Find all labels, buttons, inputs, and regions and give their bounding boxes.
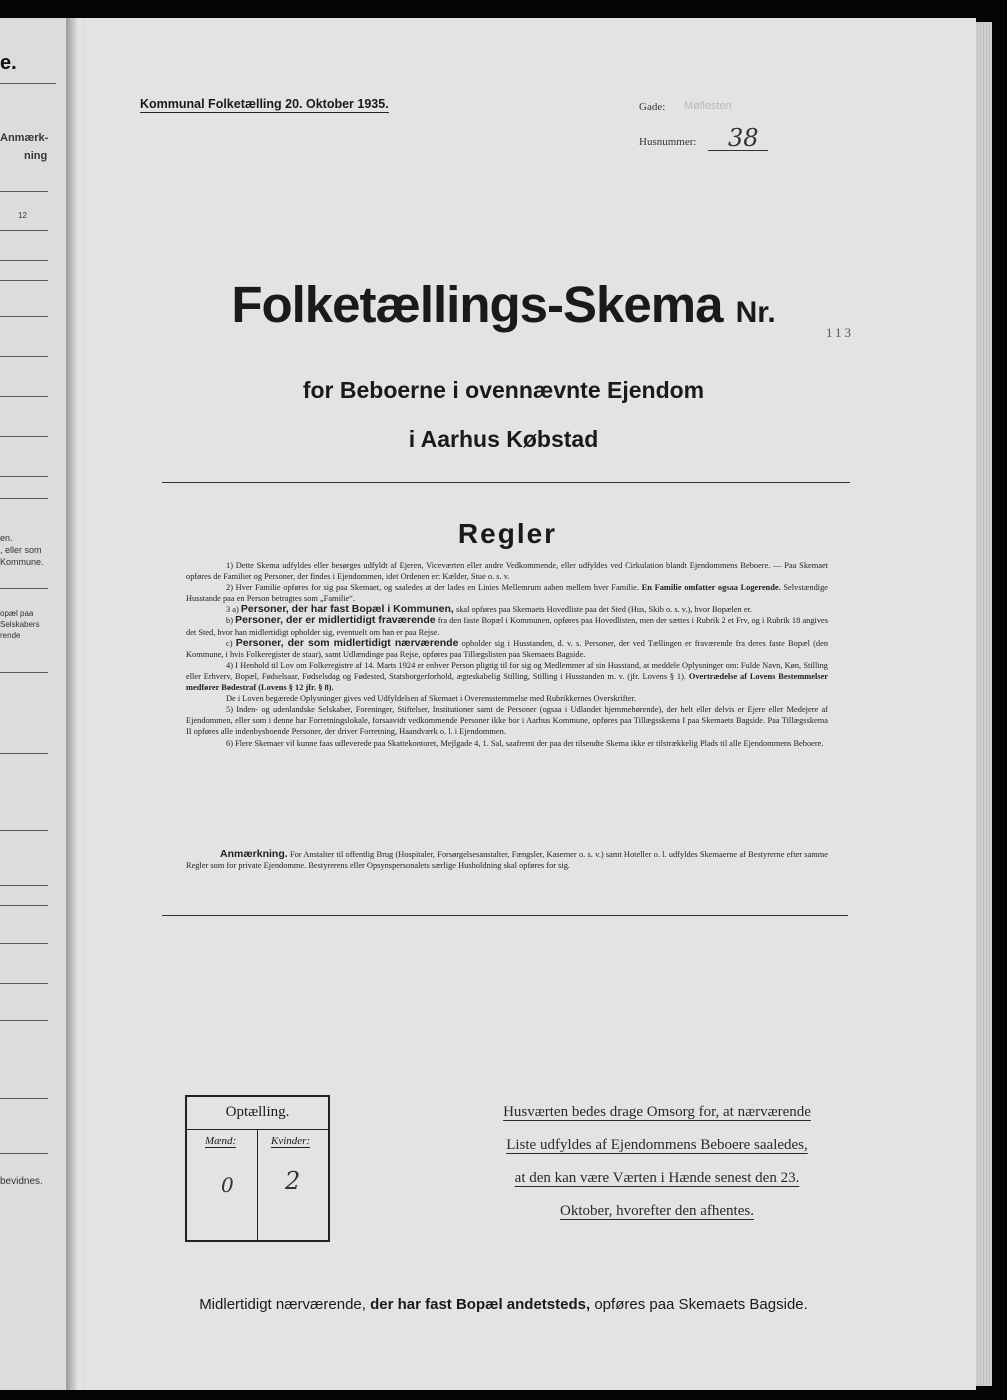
footer-part-2: der har fast Bopæl andetsteds, <box>370 1296 591 1313</box>
left-page-fragment-2a: opæl paa <box>0 609 34 618</box>
left-page-rule <box>0 905 48 906</box>
left-page-fragment-2b: Selskabers <box>0 620 40 629</box>
rule-6: 6) Flere Skemaer vil kunne faas udleverede paa Skattekontoret, Mejlgade 4, 1. Sal, saafremt der paa det tilsendte Skema ikke er tilstrækkelig Plads til alle Ejendommens Beboere. <box>226 738 824 748</box>
maend-label: Mænd: <box>205 1135 237 1147</box>
rule-4-note: De i Loven begærede Oplysninger gives ved Udfyldelsen af Skemaet i Overensstemmelse med Rubrikkernes Overskrifter. <box>226 694 637 704</box>
left-page-rule <box>0 83 56 84</box>
left-page-rule <box>0 260 48 261</box>
left-page-fragment-1b: , eller som <box>0 545 42 555</box>
left-page-column-number: 12 <box>18 211 27 220</box>
rule-3c: c) Personer, der som midlertidigt nærværende opholder sig i Husstanden, d. v. s. Personer, der ved Tællingen er fraværende fra deres faste Bopæl (den Kommune, i hvis Folkeregister de staar), samt Udlændinge paa Rejse, opføres paa Tillægslisten paa Skemaets Bagside. <box>186 636 829 659</box>
optaelling-box <box>185 1095 330 1242</box>
anmaerkning-heading: Anmærkning. <box>220 848 288 860</box>
left-page-rule <box>0 943 48 944</box>
anmaerkning-text: For Anstalter til offentlig Brug (Hospitaler, Forsørgelsesanstalter, Fængsler, Kaserner o. s. v.) samt Hoteller o. l. udfyldes Skemaerne af Bestyrerne efter samme Regler som for private Ejendomme. Bestyrerens eller Opsynspersonalets særlige Husholdning skal opføres for sig. <box>186 850 828 871</box>
left-page-rule <box>0 1153 48 1154</box>
left-page-rule <box>0 672 48 673</box>
notice-line-2: Liste udfyldes af Ejendommens Beboere saaledes, <box>506 1137 808 1153</box>
landlord-notice <box>488 1096 826 1228</box>
kvinder-label: Kvinder: <box>271 1135 311 1147</box>
separator-bottom <box>162 915 848 916</box>
left-page-rule <box>0 885 48 886</box>
left-page-rule <box>0 983 48 984</box>
left-page-rule <box>0 498 48 499</box>
form-subtitle-2: i Aarhus Købstad <box>408 426 599 452</box>
rules-text <box>186 560 828 749</box>
form-number-label: Nr. <box>735 296 776 329</box>
left-page-rule <box>0 753 48 754</box>
form-title-main: Folketællings-Skema <box>231 276 723 333</box>
rules-heading: Regler <box>457 518 558 549</box>
kvinder-count: 2 <box>285 1167 301 1195</box>
optaelling-title: Optælling. <box>187 1097 328 1130</box>
gade-label: Gade: <box>639 101 666 113</box>
footer-note <box>0 1296 1007 1313</box>
left-page-rule <box>0 230 48 231</box>
left-page-rule <box>0 1020 48 1021</box>
left-page-rule <box>0 830 48 831</box>
left-page-fragment-3: bevidnes. <box>0 1176 43 1187</box>
left-page-anm-line2: ning <box>24 150 48 162</box>
left-page-rule <box>0 191 48 192</box>
left-page-fragment-2c: rende <box>0 631 21 640</box>
rule-1: 1) Dette Skema udfyldes eller besørges udfyldt af Ejeren, Viceværten eller andre Vedkommende, eller udfyldes ved Cirkulation blandt Ejendommens Beboere. — Paa Skemaet opføres de Familier og Personer, der findes i Ejendommen, idet Ordenen er: Kælder, Stue o. s. v. <box>186 561 828 582</box>
anmaerkning <box>186 849 828 871</box>
rule-3a: 3 a) Personer, der har fast Bopæl i Kommunen, skal opføres paa Skemaets Hovedliste paa det Sted (Hus, Skib o. s. v.), hvor Bopælen er. <box>226 603 752 616</box>
left-page-rule <box>0 476 48 477</box>
maend-count: 0 <box>221 1173 234 1197</box>
form-title <box>0 275 1007 334</box>
left-page-fragment-1c: Kommune. <box>0 557 44 567</box>
optaelling-divider <box>257 1129 258 1240</box>
left-page-rule <box>0 1098 48 1099</box>
rule-2: 2) Hver Familie opføres for sig paa Skemaet, og saaledes at der lades en Linies Mellemrum aaben mellem hver Familie. En Familie omfatter ogsaa Logerende. Selvstændige Husstande paa en Person betragtes som „Familie“. <box>186 583 829 604</box>
notice-line-1: Husværten bedes drage Omsorg for, at nærværende <box>503 1104 811 1120</box>
separator-top <box>162 482 850 483</box>
rule-4: 4) I Henhold til Lov om Folkeregistre af 14. Marts 1924 er enhver Person pligtig til for sig og Medlemmer af sin Husstand, at meddele Oplysninger om: Fulde Navn, Køn, Stilling eller Erhverv, Bopæl, Fødselsaar, Fødselsdag og Fødested, Statsborgerforhold, ægteskabelig Stilling, Stilling i Husstanden m. v. (jfr. Lovens § 1). Overtrædelse af Lovens Bestemmelser medfører Bødestraf (Lovens § 12 jfr. § 8). <box>186 660 829 693</box>
husnummer-value: 38 <box>728 124 759 152</box>
form-subtitle-1: for Beboerne i ovennævnte Ejendom <box>302 377 705 403</box>
left-page-rule <box>0 356 48 357</box>
husnummer-label: Husnummer: <box>639 136 697 148</box>
book-gutter <box>66 18 86 1390</box>
notice-line-4: Oktober, hvorefter den afhentes. <box>560 1203 754 1219</box>
footer-part-3: opføres paa Skemaets Bagside. <box>594 1296 808 1313</box>
census-title: Kommunal Folketælling 20. Oktober 1935. <box>140 97 389 111</box>
left-page-anm-line1: Anmærk- <box>0 132 49 144</box>
left-page-strip <box>0 18 66 1390</box>
rule-3b: b) Personer, der er midlertidigt fraværende fra den faste Bopæl i Kommunen, opføres paa Hovedlisten, men der sættes i Rubrik 2 et Frv, og i Rubrik 18 angives det Sted, hvor han midlertidigt opholder sig, eventuelt om han er paa Rejse. <box>186 614 829 637</box>
notice-line-3: at den kan være Værten i Hænde senest den 23. <box>514 1170 800 1186</box>
gade-value: Møllesten <box>684 100 732 112</box>
footer-part-1: Midlertidigt nærværende, <box>199 1296 366 1313</box>
husnummer-underline <box>708 150 768 151</box>
left-page-title-fragment: e. <box>0 52 17 74</box>
rule-5: 5) Inden- og udenlandske Selskaber, Foreninger, Stiftelser, Institutioner samt de Personer (ogsaa i Udlandet hjemmehørende), der helt eller delvis er Ejere eller Medejere af Ejendommen, eller som i denne har Forretningslokale, forsaavidt vedkommende Personer ikke bor i Aarhus Kommune, opføres paa Tillægsskema I paa Skemaets Bagside. Paa Tillægsskema II opføres alle indenbysboende Personer, der driver Forretning, Haandværk o. l. i Ejendommen. <box>186 705 828 737</box>
left-page-rule <box>0 588 48 589</box>
left-page-fragment-1a: en. <box>0 533 13 543</box>
form-number-value: 113 <box>826 325 855 340</box>
